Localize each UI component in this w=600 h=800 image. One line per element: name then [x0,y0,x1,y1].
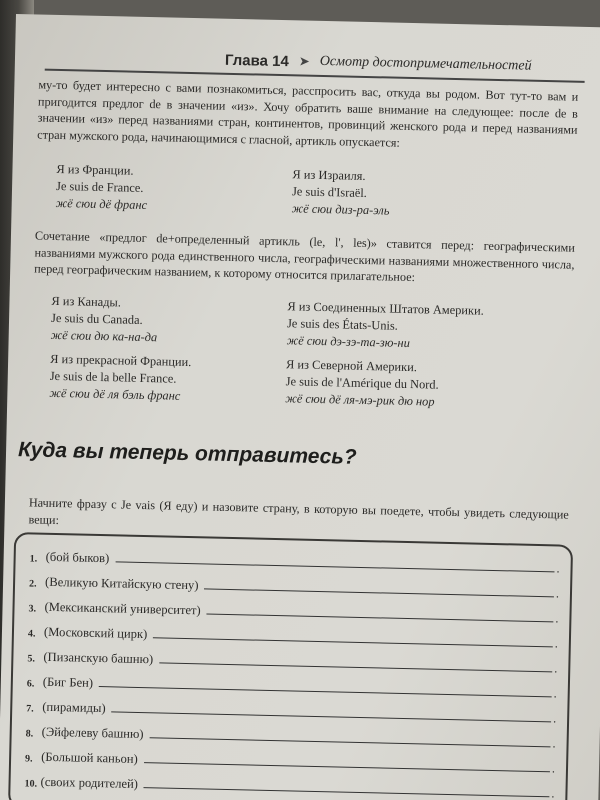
exercise-instructions: Начните фразу с Je vais (Я еду) и назовите страну, в которую вы поедете, чтобы увидеть следующие вещи: [28,495,569,527]
example-russian: Я из Северной Америки. [285,357,418,375]
example-french: Je suis d'Israël. [291,184,368,201]
example-russian: Я из Франции. [56,161,134,178]
chapter-title: Осмотр достопримечательностей [319,53,532,74]
example-russian: Я из Израиля. [292,167,366,183]
example-french: Je suis de France. [55,178,144,195]
example-french: Je suis de la belle France. [49,368,177,386]
example-transcription: жё сюи дё ля-мэ-рик дю нор [285,391,435,409]
item-end-mark: . [556,561,560,576]
arrow-icon: ➤ [298,53,310,69]
item-end-mark: . [553,686,557,701]
item-number: 1. [29,553,38,565]
exercise-title: Куда вы теперь отправитесь? [17,438,357,469]
item-end-mark: . [552,711,557,726]
exercise-box [8,532,573,800]
answer-line[interactable] [115,560,554,572]
paragraph-intro: му-то будет интересно с вами познакомиться, расспросить вас, откуда вы родом. Вот тут-то вам и пригодится предлог de в значении «из». Хочу обратить ваше внимание на следующее: после de в значении «из» перед названиями стран, континентов, провинций женского рода и перед названиями стран мужского рода, начинающимися с гласной, артикль опускается: [37,77,579,150]
item-end-mark: . [554,661,558,676]
item-end-mark: . [555,586,560,601]
example-russian: Я из Соединенных Штатов Америки. [287,299,484,318]
book-page [0,14,600,800]
item-label: (Большой каньон) [40,749,138,766]
answer-line[interactable] [159,661,552,672]
item-number: 5. [27,653,35,665]
example-french: Je suis de l'Amérique du Nord. [285,374,439,392]
item-end-mark: . [551,761,556,776]
answer-line[interactable] [204,587,554,597]
answer-line[interactable] [144,786,550,797]
item-label: (Биг Бен) [42,674,94,690]
item-label: (Великую Китайскую стену) [44,574,199,593]
example-transcription: жё сюи дю ка-на-да [50,327,158,345]
item-number: 4. [27,628,36,640]
item-label: (своих родителей) [40,774,139,791]
item-label: (Эйфелеву башню) [41,724,144,742]
example-block [291,166,390,219]
item-end-mark: . [555,611,559,626]
answer-line[interactable] [149,736,550,747]
item-number: 7. [26,703,34,715]
item-label: (Московский цирк) [43,624,148,642]
item-end-mark: . [551,786,555,800]
item-label: (пирамиды) [42,699,106,716]
item-end-mark: . [554,636,559,651]
item-end-mark: . [552,736,556,751]
example-transcription: жё сюи диз-ра-эль [291,201,390,218]
item-label: (Пизанскую башню) [43,649,154,667]
item-number: 10. [24,778,38,790]
item-number: 2. [28,578,37,590]
example-transcription: жё сюи дё франс [55,195,148,213]
example-russian: Я из прекрасной Франции. [50,351,192,370]
example-transcription: жё сюи дэ-зэ-та-зю-ни [286,333,411,351]
item-number: 6. [26,678,35,690]
item-label: (бой быков) [45,549,110,566]
item-label: (Мексиканский университет) [44,599,201,618]
example-french: Je suis des États-Unis. [286,316,399,333]
paragraph-article-rule: Сочетание «предлог de+определенный артикль (le, l', les)» ставится перед: географическими названиями мужского рода единственного числа, географическими названиями множественного числа, перед географическим названием, к которому относится прилагательное: [34,228,575,285]
answer-line[interactable] [207,612,554,622]
item-number: 8. [25,728,34,740]
answer-line[interactable] [112,710,552,722]
chapter-number: Глава 14 [224,51,290,70]
example-transcription: жё сюи дё ля бэль франс [49,385,181,403]
example-block [49,351,191,405]
example-russian: Я из Канады. [51,293,122,310]
answer-line[interactable] [153,636,553,647]
example-block [51,293,159,346]
answer-line[interactable] [99,685,552,697]
example-french: Je suis du Canada. [50,310,143,327]
example-block [286,298,483,353]
example-block [56,161,148,214]
item-number: 9. [24,753,33,765]
example-block [285,356,439,410]
item-number: 3. [28,603,37,615]
answer-line[interactable] [144,761,550,772]
